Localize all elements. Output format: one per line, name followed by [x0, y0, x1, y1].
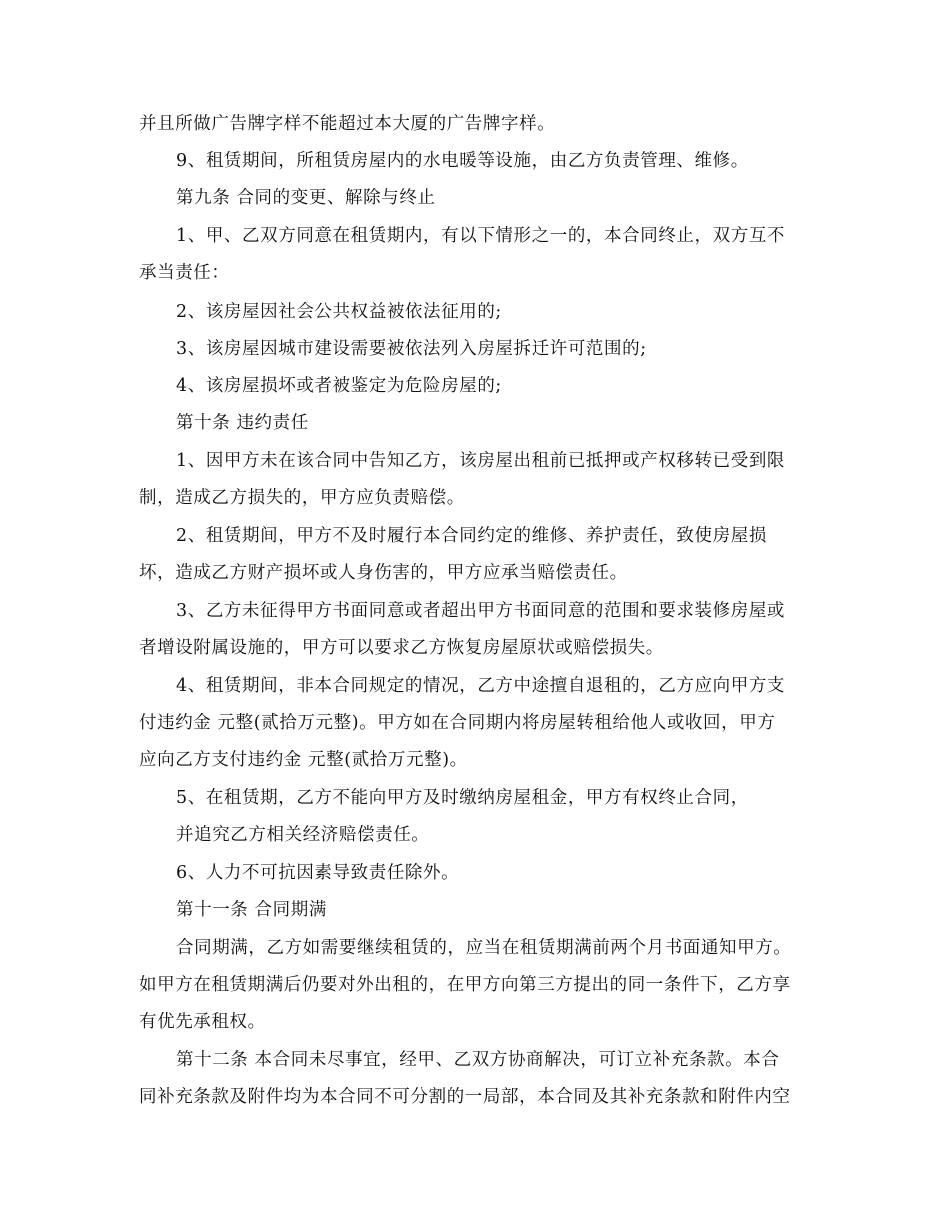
paragraph-line: 2、该房屋因社会公共权益被依法征用的;: [176, 302, 502, 322]
paragraph-line: 3、该房屋因城市建设需要被依法列入房屋拆迁许可范围的;: [176, 339, 647, 359]
section-heading: 第十一条 合同期满: [176, 900, 327, 920]
paragraph-line: 2、租赁期间，甲方不及时履行本合同约定的维修、养护责任，致使房屋损: [176, 526, 767, 546]
paragraph-line: 3、乙方未征得甲方书面同意或者超出甲方书面同意的范围和要求装修房屋或: [176, 601, 786, 621]
paragraph-line: 合同期满，乙方如需要继续租赁的，应当在租赁期满前两个月书面通知甲方。: [176, 938, 792, 958]
paragraph-line: 制，造成乙方损失的，甲方应负责赔偿。: [139, 488, 465, 508]
paragraph-line: 者增设附属设施的，甲方可以要求乙方恢复房屋原状或赔偿损失。: [139, 638, 664, 658]
paragraph-line: 1、甲、乙双方同意在租赁期内，有以下情形之一的，本合同终止，双方互不: [176, 226, 786, 246]
paragraph-line: 6、人力不可抗因素导致责任除外。: [176, 863, 460, 883]
paragraph-line: 如甲方在租赁期满后仍要对外出租的，在甲方向第三方提出的同一条件下，乙方享: [139, 975, 791, 995]
paragraph-line: 有优先承租权。: [139, 1012, 266, 1032]
paragraph-line: 同补充条款及附件均为本合同不可分割的一局部，本合同及其补充条款和附件内空: [139, 1087, 791, 1107]
paragraph-line: 付违约金 元整(贰拾万元整)。甲方如在合同期内将房屋转租给他人或收回，甲方: [139, 713, 776, 733]
paragraph-line: 应向乙方支付违约金 元整(贰拾万元整)。: [139, 750, 468, 770]
paragraph-line: 4、租赁期间，非本合同规定的情况，乙方中途擅自退租的，乙方应向甲方支: [176, 676, 786, 696]
paragraph-line: 并且所做广告牌字样不能超过本大厦的广告牌字样。: [139, 114, 556, 134]
paragraph-line: 承当责任：: [139, 263, 230, 283]
section-heading: 第十条 违约责任: [176, 413, 309, 433]
paragraph-line: 并追究乙方相关经济赔偿责任。: [176, 825, 430, 845]
paragraph-line: 9、租赁期间，所租赁房屋内的水电暖等设施，由乙方负责管理、维修。: [176, 151, 749, 171]
paragraph-line: 1、因甲方未在该合同中告知乙方，该房屋出租前已抵押或产权移转已受到限: [176, 451, 786, 471]
paragraph-line: 4、该房屋损坏或者被鉴定为危险房屋的;: [176, 376, 502, 396]
section-heading: 第九条 合同的变更、解除与终止: [176, 188, 436, 208]
paragraph-line: 第十二条 本合同未尽事宜，经甲、乙双方协商解决，可订立补充条款。本合: [176, 1050, 780, 1070]
paragraph-line: 坏，造成乙方财产损坏或人身伤害的，甲方应承当赔偿责任。: [139, 563, 628, 583]
paragraph-line: 5、在租赁期，乙方不能向甲方及时缴纳房屋租金，甲方有权终止合同，: [176, 788, 749, 808]
